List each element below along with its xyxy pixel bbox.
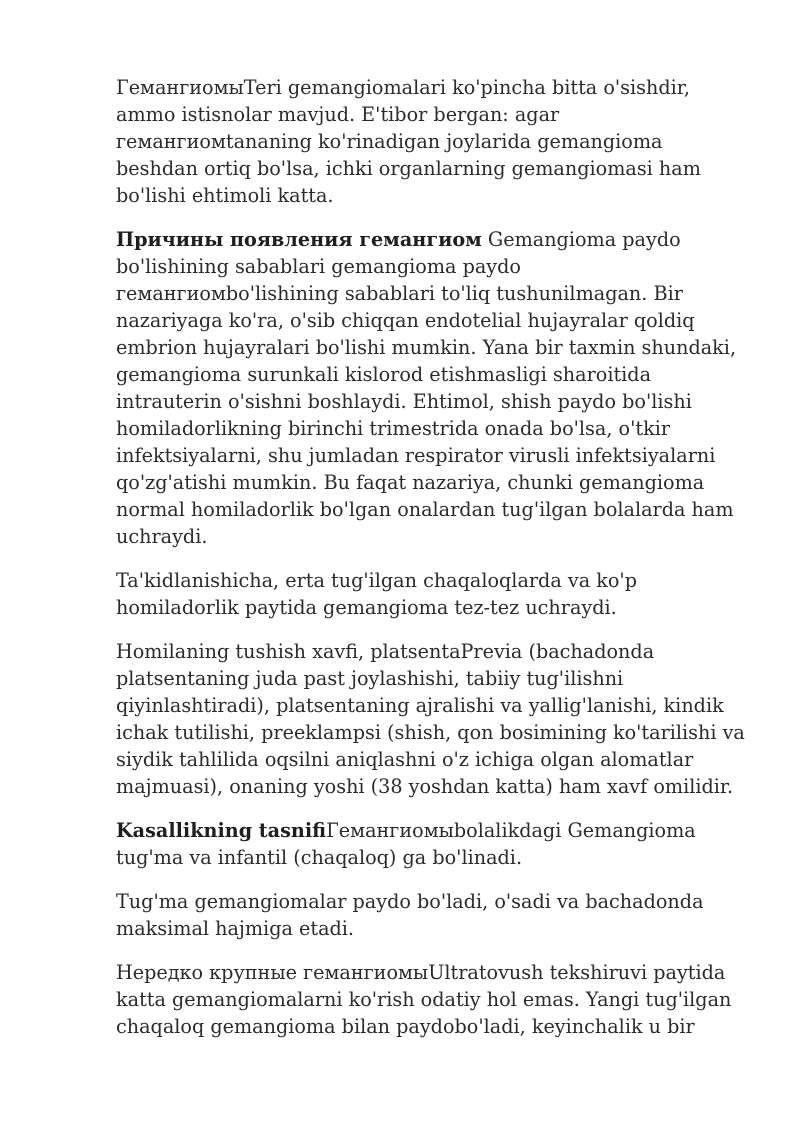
- text-line: bo'lishi ehtimoli katta.: [116, 184, 334, 207]
- text-line: embrion hujayralari bo'lishi mumkin. Yana bir taxmin shundaki,: [116, 336, 737, 359]
- text-line: katta gemangiomalarni ko'rish odatiy hol emas. Yangi tug'ilgan: [116, 988, 732, 1011]
- section-heading: Kasallikning tasnifi: [116, 819, 327, 842]
- text-line: majmuasi), onaning yoshi (38 yoshdan katta) ham xavf omilidir.: [116, 775, 734, 798]
- text-line: qiyinlashtiradi), platsentaning ajralishi va yallig'lanishi, kindik: [116, 694, 724, 717]
- text-line: гемангиомtananing ko'rinadigan joylarida gemangioma: [116, 130, 663, 153]
- text-line: Гемангиомыbolalikdagi Gemangioma: [326, 819, 696, 842]
- paragraph: [116, 226, 756, 550]
- text-line: Нередко крупные гемангиомыUltratovush tekshiruvi paytida: [116, 961, 726, 984]
- text-line: homiladorlikning birinchi trimestrida onada bo'lsa, o'tkir: [116, 417, 671, 440]
- text-line: maksimal hajmiga etadi.: [116, 917, 355, 940]
- text-line: Gemangioma paydo: [481, 228, 681, 251]
- paragraph: [116, 567, 756, 621]
- paragraph: [116, 817, 756, 871]
- text-line: Homilaning tushish xavfi, platsentaPrevia (bachadonda: [116, 640, 655, 663]
- section-heading: Причины появления гемангиом: [116, 228, 482, 251]
- paragraph: [116, 638, 756, 800]
- paragraph: [116, 74, 756, 209]
- paragraph: [116, 959, 756, 1040]
- text-line: infektsiyalarni, shu jumladan respirator virusli infektsiyalarni: [116, 444, 716, 467]
- text-line: bo'lishining sabablari gemangioma paydo: [116, 255, 521, 278]
- document-body: [116, 74, 756, 1057]
- text-line: Tug'ma gemangiomalar paydo bo'ladi, o'sadi va bachadonda: [116, 890, 704, 913]
- text-line: Ta'kidlanishicha, erta tug'ilgan chaqaloqlarda va ko'p: [116, 569, 637, 592]
- text-line: qo'zg'atishi mumkin. Bu faqat nazariya, chunki gemangioma: [116, 471, 705, 494]
- text-line: ammo istisnolar mavjud. E'tibor bergan: agar: [116, 103, 560, 126]
- text-line: ГемангиомыTeri gemangiomalari ko'pincha bitta o'sishdir,: [116, 76, 690, 99]
- text-line: intrauterin o'sishni boshlaydi. Ehtimol, shish paydo bo'lishi: [116, 390, 692, 413]
- text-line: chaqaloq gemangioma bilan paydobo'ladi, keyinchalik u bir: [116, 1015, 695, 1038]
- text-line: siydik tahlilida oqsilni aniqlashni o'z ichiga olgan alomatlar: [116, 748, 694, 771]
- text-line: nazariyaga ko'ra, o'sib chiqqan endotelial hujayralar qoldiq: [116, 309, 695, 332]
- text-line: gemangioma surunkali kislorod etishmasligi sharoitida: [116, 363, 652, 386]
- text-line: platsentaning juda past joylashishi, tabiiy tug'ilishni: [116, 667, 624, 690]
- text-line: гемангиомbo'lishining sabablari to'liq tushunilmagan. Bir: [116, 282, 683, 305]
- text-line: normal homiladorlik bo'lgan onalardan tug'ilgan bolalarda ham: [116, 498, 734, 521]
- text-line: ichak tutilishi, preeklampsi (shish, qon bosimining ko'tarilishi va: [116, 721, 745, 744]
- text-line: tug'ma va infantil (chaqaloq) ga bo'linadi.: [116, 846, 523, 869]
- text-line: homiladorlik paytida gemangioma tez-tez uchraydi.: [116, 596, 617, 619]
- paragraph: [116, 888, 756, 942]
- text-line: uchraydi.: [116, 525, 208, 548]
- text-line: beshdan ortiq bo'lsa, ichki organlarning gemangiomasi ham: [116, 157, 701, 180]
